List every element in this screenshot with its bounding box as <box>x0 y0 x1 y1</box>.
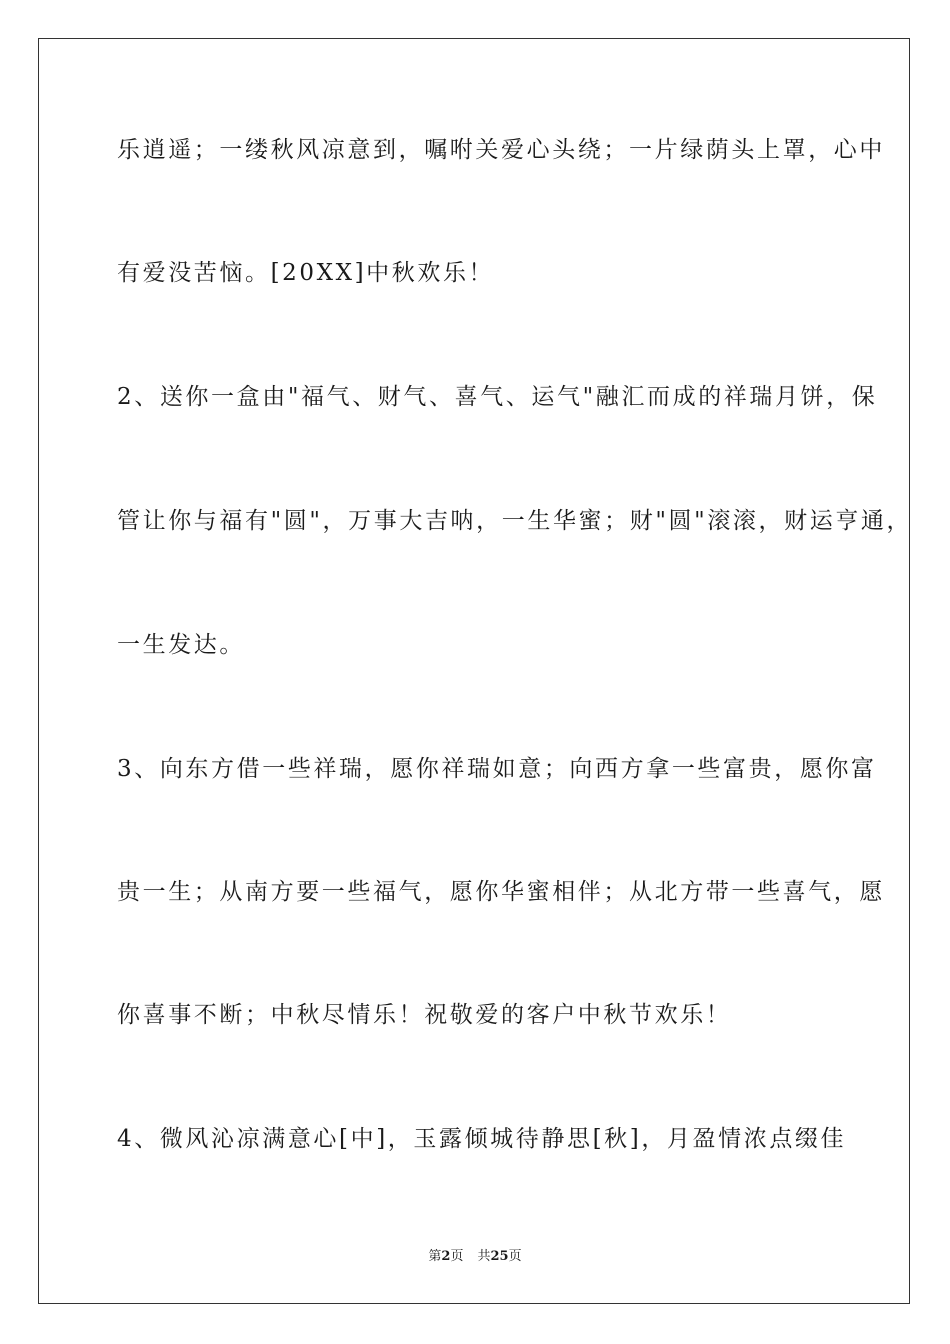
page-prefix: 第 <box>428 1249 442 1264</box>
text-line: 有爱没苦恼。[20XX]中秋欢乐！ <box>117 260 495 286</box>
total-suffix: 页 <box>508 1249 522 1264</box>
text-line: 管让你与福有"圆"，万事大吉呐，一生华蜜；财"圆"滚滚，财运亨通， <box>117 508 913 534</box>
text-line: 4、微风沁凉满意心[中]，玉露倾城待静思[秋]，月盈情浓点缀佳 <box>117 1126 847 1152</box>
text-line: 贵一生；从南方要一些福气，愿你华蜜相伴；从北方带一些喜气，愿 <box>117 879 885 905</box>
text-line: 3、向东方借一些祥瑞，愿你祥瑞如意；向西方拿一些富贵，愿你富 <box>117 756 877 782</box>
total-prefix: 共 <box>477 1249 491 1264</box>
page-number: 2 <box>441 1249 451 1264</box>
page-suffix: 页 <box>450 1249 464 1264</box>
text-line: 你喜事不断；中秋尽情乐！祝敬爱的客户中秋节欢乐！ <box>117 1002 732 1028</box>
page-border <box>38 38 913 1304</box>
total-pages: 25 <box>490 1249 509 1264</box>
text-line: 乐逍遥；一缕秋风凉意到，嘱咐关爱心头绕；一片绿荫头上罩，心中 <box>117 137 885 163</box>
text-line: 2、送你一盒由"福气、财气、喜气、运气"融汇而成的祥瑞月饼，保 <box>117 384 878 410</box>
page-footer <box>0 1245 950 1264</box>
text-line: 一生发达。 <box>117 632 245 658</box>
